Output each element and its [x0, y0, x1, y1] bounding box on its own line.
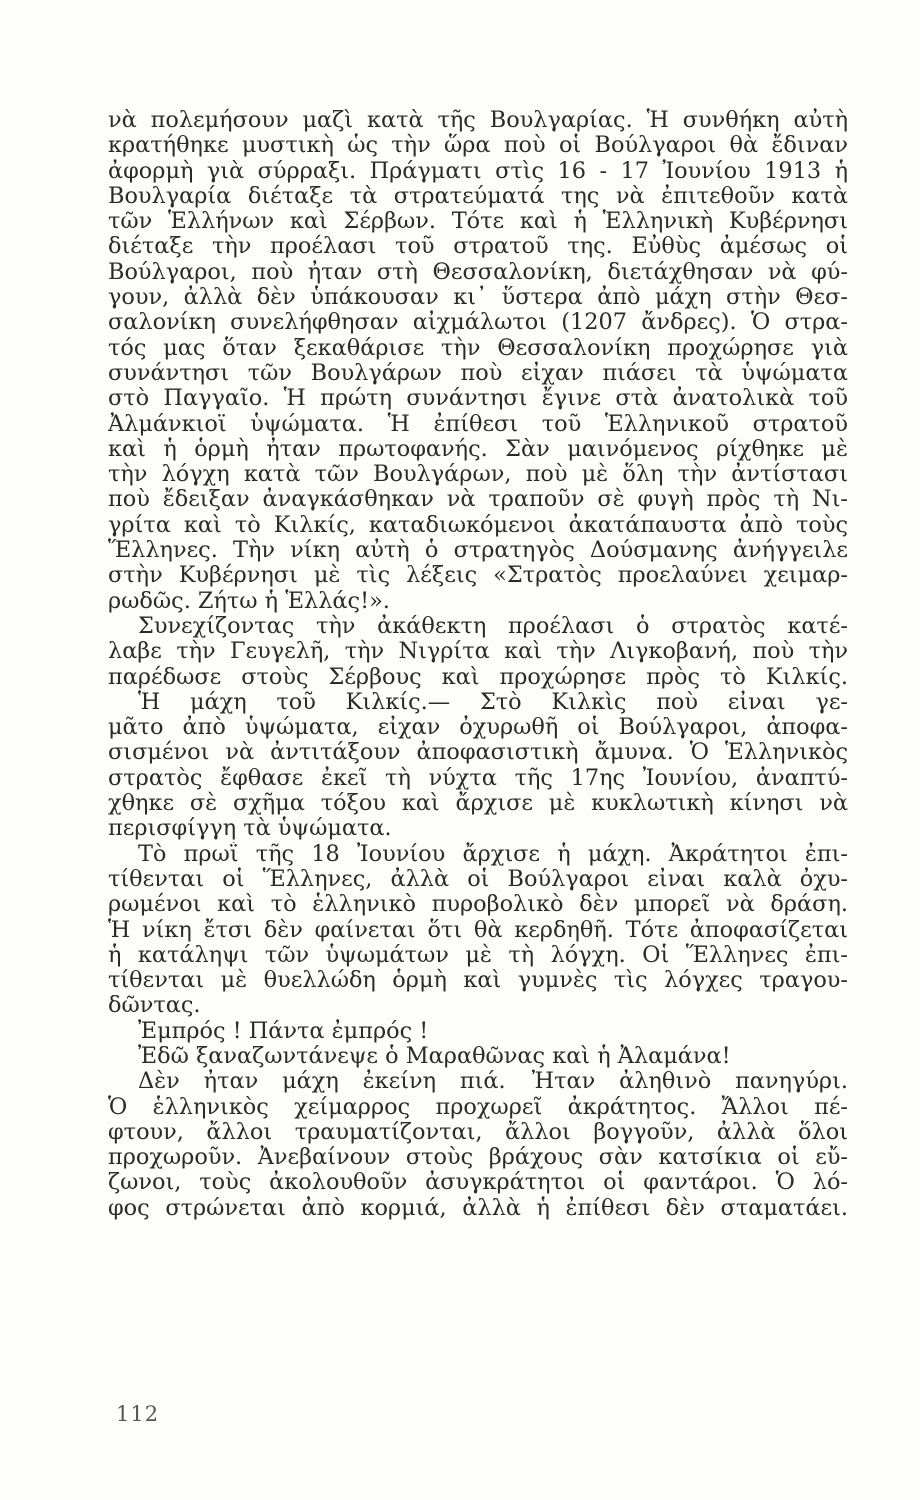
- text-line: φος στρώνεται ἀπὸ κορμιά, ἀλλὰ ἡ ἐπίθεσι δὲν σταματάει.: [108, 1195, 848, 1221]
- text-line: ἀφορμὴ γιὰ σύρραξι. Πράγματι στὶς 16 - 17 Ἰουνίου 1913 ἡ: [108, 158, 848, 184]
- text-line: ποὺ ἔδειξαν ἀναγκάσθηκαν νὰ τραποῦν σὲ φυγὴ πρὸς τὴ Νι-: [108, 487, 848, 513]
- text-line: διέταξε τὴν προέλασι τοῦ στρατοῦ της. Εὐθὺς ἀμέσως οἱ: [108, 234, 848, 260]
- text-line: γρίτα καὶ τὸ Κιλκίς, καταδιωκόμενοι ἀκατάπαυστα ἀπὸ τοὺς: [108, 512, 848, 538]
- text-line: Ἀλμάνκιοϊ ὑψώματα. Ἡ ἐπίθεσι τοῦ Ἑλληνικοῦ στρατοῦ: [108, 411, 848, 437]
- text-line: Τὸ πρωῒ τῆς 18 Ἰουνίου ἄρχισε ἡ μάχη. Ἀκράτητοι ἐπι-: [138, 841, 848, 867]
- text-line: λαβε τὴν Γευγελῆ, τὴν Νιγρίτα καὶ τὴν Λιγκοβανή, ποὺ τὴν: [108, 639, 848, 665]
- text-line: ζωνοι, τοὺς ἀκολουθοῦν ἀσυγκράτητοι οἱ φαντάροι. Ὁ λό-: [108, 1170, 848, 1196]
- text-line: Συνεχίζοντας τὴν ἀκάθεκτη προέλασι ὁ στρατὸς κατέ-: [138, 613, 848, 639]
- text-line: Ἕλληνες. Τὴν νίκη αὐτὴ ὁ στρατηγὸς Δούσμανης ἀνήγγειλε: [108, 538, 848, 564]
- text-line: τῶν Ἑλλήνων καὶ Σέρβων. Τότε καὶ ἡ Ἑλληνικὴ Κυβέρνησι: [108, 209, 848, 235]
- text-line: ρωμένοι καὶ τὸ ἑλληνικὸ πυροβολικὸ δὲν μπορεῖ νὰ δράση.: [108, 892, 848, 918]
- text-line: νὰ πολεμήσουν μαζὶ κατὰ τῆς Βουλγαρίας. Ἡ συνθήκη αὐτὴ: [108, 108, 848, 133]
- text-line: καὶ ἡ ὁρμὴ ἦταν πρωτοφανής. Σὰν μαινόμενος ρίχθηκε μὲ: [108, 436, 848, 462]
- text-line: στὸ Παγγαῖο. Ἡ πρώτη συνάντησι ἔγινε στὰ ἀνατολικὰ τοῦ: [108, 386, 848, 412]
- text-line: προχωροῦν. Ἀνεβαίνουν στοὺς βράχους σὰν κατσίκια οἱ εὔ-: [108, 1145, 848, 1171]
- text-line: Ἐδῶ ξαναζωντάνεψε ὁ Μαραθῶνας καὶ ἡ Ἀλαμάνα!: [138, 1043, 731, 1069]
- text-line: τὴν λόγχη κατὰ τῶν Βουλγάρων, ποὺ μὲ ὅλη τὴν ἀντίστασι: [108, 462, 848, 488]
- text-line: σαλονίκη συνελήφθησαν αἰχμάλωτοι (1207 ἄνδρες). Ὁ στρα-: [108, 310, 848, 336]
- text-line: τίθενται οἱ Ἕλληνες, ἀλλὰ οἱ Βούλγαροι εἶναι καλὰ ὀχυ-: [108, 866, 848, 892]
- text-line: δῶντας.: [108, 993, 201, 1019]
- text-line: Ἐμπρός ! Πάντα ἐμπρός !: [138, 1018, 429, 1044]
- text-line: μᾶτο ἀπὸ ὑψώματα, εἶχαν ὀχυρωθῆ οἱ Βούλγαροι, ἀποφα-: [108, 715, 848, 741]
- text-line: τός μας ὅταν ξεκαθάρισε τὴν Θεσσαλονίκη προχώρησε γιὰ: [108, 335, 848, 361]
- text-line: Δὲν ἦταν μάχη ἐκείνη πιά. Ἦταν ἀληθινὸ πανηγύρι.: [138, 1069, 848, 1095]
- text-line: παρέδωσε στοὺς Σέρβους καὶ προχώρησε πρὸς τὸ Κιλκίς.: [108, 664, 848, 690]
- text-line: Βούλγαροι, ποὺ ἦταν στὴ Θεσσαλονίκη, διετάχθησαν νὰ φύ-: [108, 259, 848, 285]
- text-line: Ἡ νίκη ἔτσι δὲν φαίνεται ὅτι θὰ κερδηθῆ. Τότε ἀποφασίζεται: [108, 917, 848, 943]
- text-line: Ὁ ἑλληνικὸς χείμαρρος προχωρεῖ ἀκράτητος. Ἄλλοι πέ-: [108, 1094, 848, 1120]
- text-line: τίθενται μὲ θυελλώδη ὁρμὴ καὶ γυμνὲς τὶς λόγχες τραγου-: [108, 968, 848, 994]
- text-line: γουν, ἀλλὰ δὲν ὑπάκουσαν κι᾽ ὕστερα ἀπὸ μάχη στὴν Θεσ-: [108, 285, 848, 311]
- page-number: 112: [116, 1402, 160, 1426]
- text-line: ρωδῶς. Ζήτω ἡ Ἑλλάς!».: [108, 588, 390, 614]
- text-line: Βουλγαρία διέταξε τὰ στρατεύματά της νὰ ἐπιτεθοῦν κατὰ: [108, 183, 848, 209]
- text-line: ἡ κατάληψι τῶν ὑψωμάτων μὲ τὴ λόγχη. Οἱ Ἕλληνες ἐπι-: [108, 942, 848, 968]
- text-line: περισφίγγη τὰ ὑψώματα.: [108, 816, 392, 842]
- body-text: [108, 108, 848, 1221]
- text-line: χθηκε σὲ σχῆμα τόξου καὶ ἄρχισε μὲ κυκλωτικὴ κίνησι νὰ: [108, 791, 848, 817]
- text-line: συνάντησι τῶν Βουλγάρων ποὺ εἶχαν πιάσει τὰ ὑψώματα: [108, 360, 848, 386]
- text-line: Ἡ μάχη τοῦ Κιλκίς.— Στὸ Κιλκὶς ποὺ εἶναι γε-: [138, 689, 848, 715]
- text-line: κρατήθηκε μυστικὴ ὡς τὴν ὥρα ποὺ οἱ Βούλγαροι θὰ ἔδιναν: [108, 133, 848, 159]
- text-line: σισμένοι νὰ ἀντιτάξουν ἀποφασιστικὴ ἄμυνα. Ὁ Ἑλληνικὸς: [108, 740, 848, 766]
- text-line: στὴν Κυβέρνησι μὲ τὶς λέξεις «Στρατὸς προελαύνει χειμαρ-: [108, 563, 848, 589]
- text-line: στρατὸς ἔφθασε ἐκεῖ τὴ νύχτα τῆς 17ης Ἰουνίου, ἀναπτύ-: [108, 765, 848, 791]
- text-line: φτουν, ἄλλοι τραυματίζονται, ἄλλοι βογγοῦν, ἀλλὰ ὅλοι: [108, 1119, 848, 1145]
